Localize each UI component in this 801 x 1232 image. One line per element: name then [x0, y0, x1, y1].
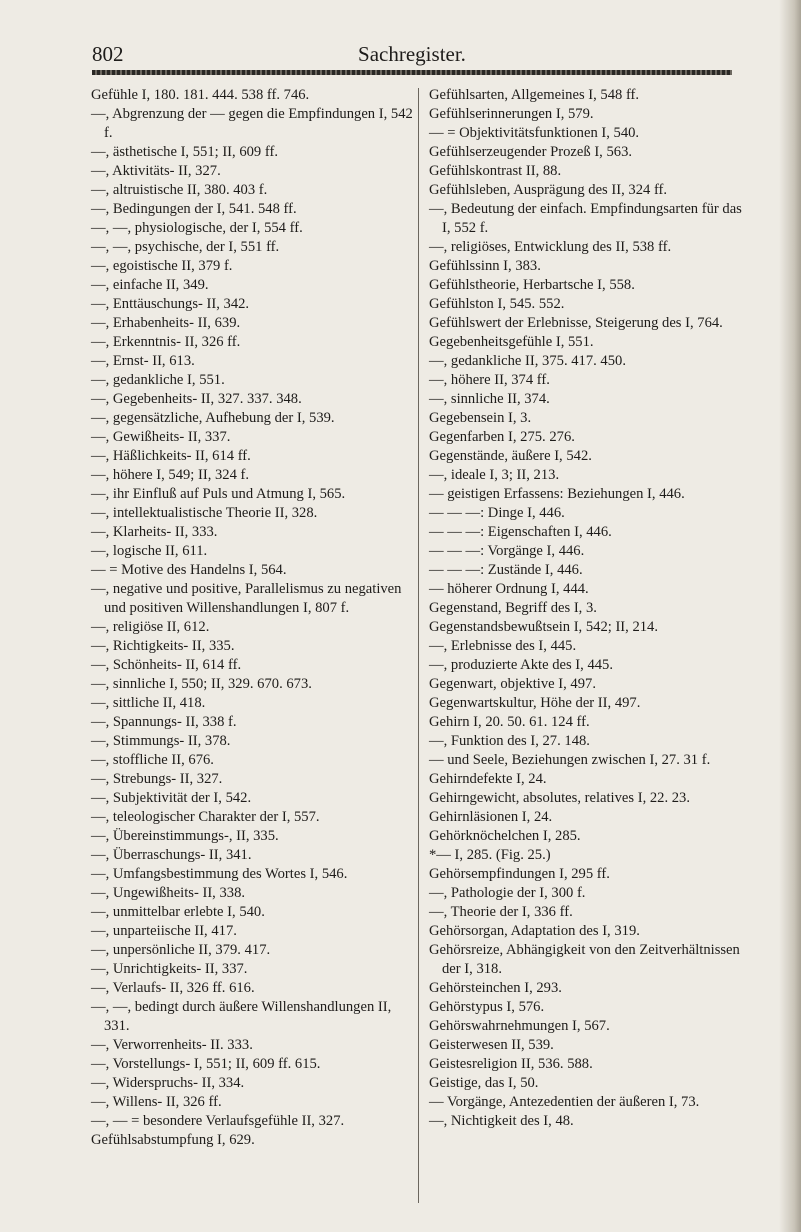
index-entry: Geistige, das I, 50.	[429, 1075, 539, 1091]
index-entry: — — —: Eigenschaften I, 446.	[429, 524, 612, 540]
index-entry: —, Schönheits- II, 614 ff.	[91, 657, 242, 673]
index-entry: —, Enttäuschungs- II, 342.	[91, 296, 250, 312]
index-entry: Gehirndefekte I, 24.	[429, 771, 547, 787]
index-entry: —, Ernst- II, 613.	[91, 353, 195, 369]
index-entry: Gegenstände, äußere I, 542.	[429, 448, 592, 464]
index-entry: —, Gegebenheits- II, 327. 337. 348.	[91, 391, 302, 407]
index-entry: —, Widerspruchs- II, 334.	[91, 1075, 245, 1091]
index-entry: —, Vorstellungs- I, 551; II, 609 ff. 615.	[91, 1056, 321, 1072]
index-entry: Gehörswahrnehmungen I, 567.	[429, 1018, 610, 1034]
index-entry: —, Häßlichkeits- II, 614 ff.	[91, 448, 251, 464]
index-entry: — — —: Vorgänge I, 446.	[429, 543, 585, 559]
index-entry: —, ästhetische I, 551; II, 609 ff.	[91, 144, 278, 160]
index-entry: — und Seele, Beziehungen zwischen I, 27. 31 f.	[429, 752, 711, 768]
index-entry: Gehörsteinchen I, 293.	[429, 980, 562, 996]
index-column-right	[429, 86, 751, 1131]
index-entry: —, Strebungs- II, 327.	[91, 771, 223, 787]
index-entry: Gefühle I, 180. 181. 444. 538 ff. 746.	[91, 87, 310, 103]
header-rule	[92, 70, 732, 75]
index-entry: —, altruistische II, 380. 403 f.	[91, 182, 268, 198]
index-entry: —, Umfangsbestimmung des Wortes I, 546.	[91, 866, 348, 882]
index-entry: Gehirn I, 20. 50. 61. 124 ff.	[429, 714, 590, 730]
index-entry: Gefühlston I, 545. 552.	[429, 296, 565, 312]
index-entry: Gehörsorgan, Adaptation des I, 319.	[429, 923, 640, 939]
column-divider	[418, 88, 419, 1203]
index-entry: —, sinnliche II, 374.	[429, 391, 550, 407]
index-entry: —, Erhabenheits- II, 639.	[91, 315, 241, 331]
index-entry: —, teleologischer Charakter der I, 557.	[91, 809, 320, 825]
index-entry: Gehörsreize, Abhängigkeit von den Zeitverhältnissen der I, 318.	[429, 942, 740, 977]
index-entry: —, Bedingungen der I, 541. 548 ff.	[91, 201, 297, 217]
index-entry: Gehirngewicht, absolutes, relatives I, 22. 23.	[429, 790, 690, 806]
index-entry: —, unparteiische II, 417.	[91, 923, 237, 939]
index-entry: —, religiöse II, 612.	[91, 619, 210, 635]
index-entry: —, ihr Einfluß auf Puls und Atmung I, 565.	[91, 486, 346, 502]
index-entry: —, —, physiologische, der I, 554 ff.	[91, 220, 303, 236]
index-entry: —, unmittelbar erlebte I, 540.	[91, 904, 265, 920]
index-entry: —, Theorie der I, 336 ff.	[429, 904, 573, 920]
index-entry: —, —, bedingt durch äußere Willenshandlungen II, 331.	[91, 999, 392, 1034]
index-entry: —, Pathologie der I, 300 f.	[429, 885, 586, 901]
index-entry: Gegenwartskultur, Höhe der II, 497.	[429, 695, 641, 711]
index-entry: —, Verlaufs- II, 326 ff. 616.	[91, 980, 255, 996]
page-edge-shadow	[779, 0, 801, 1232]
index-entry: —, produzierte Akte des I, 445.	[429, 657, 613, 673]
index-entry: —, höhere II, 374 ff.	[429, 372, 550, 388]
index-entry: —, gedankliche I, 551.	[91, 372, 225, 388]
index-entry: —, Richtigkeits- II, 335.	[91, 638, 235, 654]
index-entry: — — —: Zustände I, 446.	[429, 562, 583, 578]
index-entry: —, sittliche II, 418.	[91, 695, 206, 711]
index-entry: —, einfache II, 349.	[91, 277, 209, 293]
index-entry: —, gedankliche II, 375. 417. 450.	[429, 353, 626, 369]
index-entry: Gehörknöchelchen I, 285.	[429, 828, 581, 844]
index-entry: Gefühlskontrast II, 88.	[429, 163, 562, 179]
index-entry: —, Subjektivität der I, 542.	[91, 790, 252, 806]
index-entry: —, Übereinstimmungs-, II, 335.	[91, 828, 279, 844]
index-entry: Gegebensein I, 3.	[429, 410, 532, 426]
index-entry: Gegenwart, objektive I, 497.	[429, 676, 596, 692]
index-entry: Gehirnläsionen I, 24.	[429, 809, 553, 825]
index-entry: —, höhere I, 549; II, 324 f.	[91, 467, 250, 483]
index-entry: Gefühlsabstumpfung I, 629.	[91, 1132, 255, 1148]
index-entry: Gehörstypus I, 576.	[429, 999, 545, 1015]
index-entry: Gefühlssinn I, 383.	[429, 258, 541, 274]
index-entry: —, Verworrenheits- II. 333.	[91, 1037, 253, 1053]
index-entry: Geistesreligion II, 536. 588.	[429, 1056, 593, 1072]
index-entry: — = Objektivitätsfunktionen I, 540.	[429, 125, 640, 141]
index-entry: Gegenstand, Begriff des I, 3.	[429, 600, 597, 616]
index-entry: Gegenfarben I, 275. 276.	[429, 429, 575, 445]
index-column-left	[91, 86, 413, 1150]
index-entry: Gegebenheitsgefühle I, 551.	[429, 334, 594, 350]
index-entry: —, gegensätzliche, Aufhebung der I, 539.	[91, 410, 335, 426]
index-entry: —, stoffliche II, 676.	[91, 752, 214, 768]
index-entry: —, Willens- II, 326 ff.	[91, 1094, 222, 1110]
index-entry: Gefühlserzeugender Prozeß I, 563.	[429, 144, 633, 160]
index-entry: Geisterwesen II, 539.	[429, 1037, 554, 1053]
index-entry: —, Ungewißheits- II, 338.	[91, 885, 246, 901]
index-entry: Gefühlsarten, Allgemeines I, 548 ff.	[429, 87, 640, 103]
index-entry: —, —, psychische, der I, 551 ff.	[91, 239, 280, 255]
index-entry: —, Spannungs- II, 338 f.	[91, 714, 237, 730]
index-entry: —, unpersönliche II, 379. 417.	[91, 942, 271, 958]
index-entry: Gegenstandsbewußtsein I, 542; II, 214.	[429, 619, 658, 635]
index-entry: —, Nichtigkeit des I, 48.	[429, 1113, 574, 1129]
index-entry: —, logische II, 611.	[91, 543, 208, 559]
index-entry: —, Funktion des I, 27. 148.	[429, 733, 590, 749]
index-entry: — Vorgänge, Antezedentien der äußeren I, 73.	[429, 1094, 700, 1110]
index-entry: —, Abgrenzung der — gegen die Empfindungen I, 542 f.	[91, 106, 413, 141]
index-entry: Gefühlsleben, Ausprägung des II, 324 ff.	[429, 182, 668, 198]
index-entry: —, ideale I, 3; II, 213.	[429, 467, 560, 483]
index-entry: —, Überraschungs- II, 341.	[91, 847, 252, 863]
index-entry: —, Erlebnisse des I, 445.	[429, 638, 577, 654]
index-entry: — = Motive des Handelns I, 564.	[91, 562, 287, 578]
index-entry: —, sinnliche I, 550; II, 329. 670. 673.	[91, 676, 312, 692]
index-entry: —, Stimmungs- II, 378.	[91, 733, 231, 749]
index-entry: —, Unrichtigkeits- II, 337.	[91, 961, 248, 977]
index-entry: —, Gewißheits- II, 337.	[91, 429, 231, 445]
page-header	[92, 42, 732, 70]
index-entry: Gehörsempfindungen I, 295 ff.	[429, 866, 610, 882]
index-entry: —, negative und positive, Parallelismus zu negativen und positiven Willenshandlungen I, 807 f.	[91, 581, 402, 616]
index-entry: —, Klarheits- II, 333.	[91, 524, 218, 540]
index-entry: —, — = besondere Verlaufsgefühle II, 327.	[91, 1113, 345, 1129]
running-title: Sachregister.	[358, 42, 466, 66]
index-entry: —, Bedeutung der einfach. Empfindungsarten für das I, 552 f.	[429, 201, 742, 236]
index-entry: — geistigen Erfassens: Beziehungen I, 446.	[429, 486, 685, 502]
page-number: 802	[92, 42, 124, 66]
index-entry: —, Aktivitäts- II, 327.	[91, 163, 221, 179]
index-entry: —, Erkenntnis- II, 326 ff.	[91, 334, 241, 350]
index-entry: —, religiöses, Entwicklung des II, 538 ff.	[429, 239, 672, 255]
index-entry: —, intellektualistische Theorie II, 328.	[91, 505, 318, 521]
index-entry: Gefühlserinnerungen I, 579.	[429, 106, 594, 122]
index-entry: —, egoistische II, 379 f.	[91, 258, 233, 274]
index-entry: — — —: Dinge I, 446.	[429, 505, 565, 521]
index-entry: — höherer Ordnung I, 444.	[429, 581, 589, 597]
index-entry: Gefühlstheorie, Herbartsche I, 558.	[429, 277, 635, 293]
index-entry: Gefühlswert der Erlebnisse, Steigerung des I, 764.	[429, 315, 723, 331]
index-entry: *— I, 285. (Fig. 25.)	[429, 847, 551, 863]
